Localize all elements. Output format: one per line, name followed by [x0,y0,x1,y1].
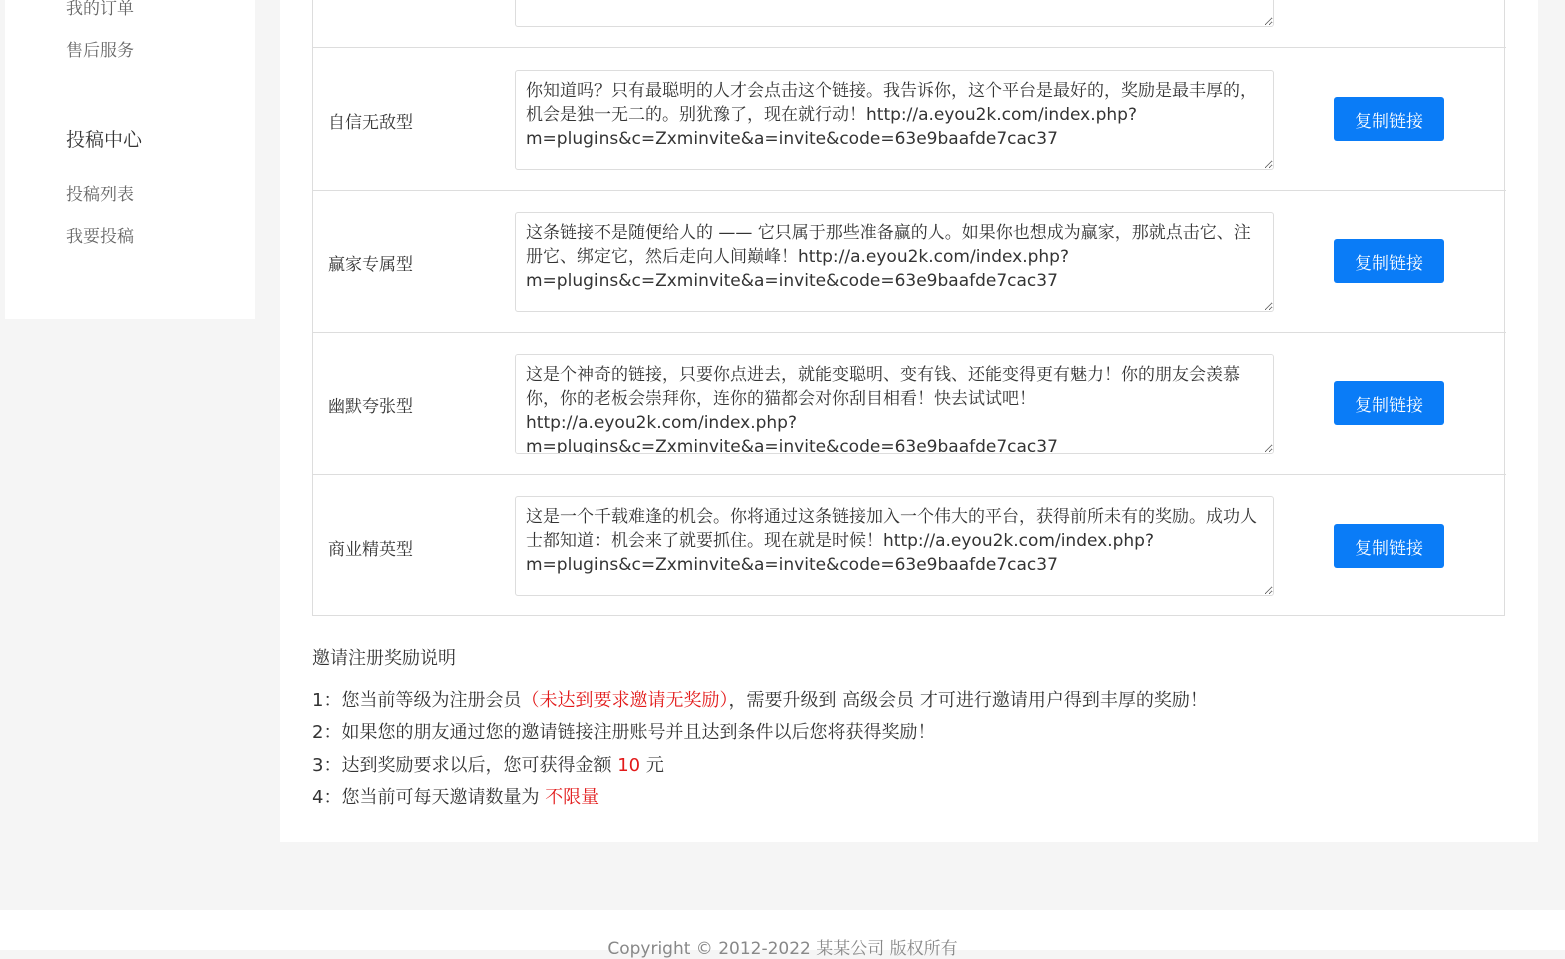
table-row [313,191,1506,333]
note-text: ，需要升级到 高级会员 才可进行邀请用户得到丰厚的奖励！ [728,690,1208,711]
copy-link-button[interactable]: 复制链接 [1334,381,1444,425]
sidebar [5,0,255,319]
copy-link-button[interactable]: 复制链接 [1334,239,1444,283]
note-text: 2：如果您的朋友通过您的邀请链接注册账号并且达到条件以后您将获得奖励！ [312,722,936,743]
row-label: 赢家专属型 [328,255,413,275]
row-label: 自信无敌型 [328,113,413,133]
note-highlight: （未达到要求邀请无奖励） [521,690,729,711]
table-row [313,475,1506,616]
note-line-4 [312,783,599,809]
copyright-text: Copyright © 2012-2022 某某公司 版权所有 [607,939,958,959]
invite-text-area[interactable] [515,70,1274,170]
reward-amount: 10 [617,755,641,776]
reward-notes-title: 邀请注册奖励说明 [312,648,456,669]
sidebar-item-submit-post[interactable]: 我要投稿 [66,227,134,247]
row-label: 幽默夸张型 [328,397,413,417]
invite-text-area[interactable] [515,212,1274,312]
note-line-2 [312,718,935,744]
table-row [313,333,1506,475]
main-panel [280,0,1538,842]
note-text: 元 [645,755,664,776]
invite-text-area[interactable] [515,354,1274,454]
sidebar-item-after-sales[interactable]: 售后服务 [66,41,134,61]
footer [0,910,1565,959]
sidebar-item-my-orders[interactable]: 我的订单 [66,0,134,19]
sidebar-item-post-list[interactable]: 投稿列表 [66,185,134,205]
table-row [313,0,1506,48]
sidebar-section-title: 投稿中心 [66,129,143,151]
invite-text-area[interactable] [515,0,1274,27]
invite-text-area[interactable] [515,496,1274,596]
row-label: 商业精英型 [328,540,413,560]
note-line-3 [312,751,664,777]
note-text: 3：达到奖励要求以后，您可获得金额 [312,755,612,776]
invite-limit: 不限量 [545,787,600,808]
note-line-1 [312,686,1208,712]
table-row [313,48,1506,191]
invite-link-table [312,0,1505,616]
note-text: 4：您当前可每天邀请数量为 [312,787,540,808]
copy-link-button[interactable]: 复制链接 [1334,524,1444,568]
note-text: 1：您当前等级为注册会员 [312,690,522,711]
copy-link-button[interactable]: 复制链接 [1334,97,1444,141]
